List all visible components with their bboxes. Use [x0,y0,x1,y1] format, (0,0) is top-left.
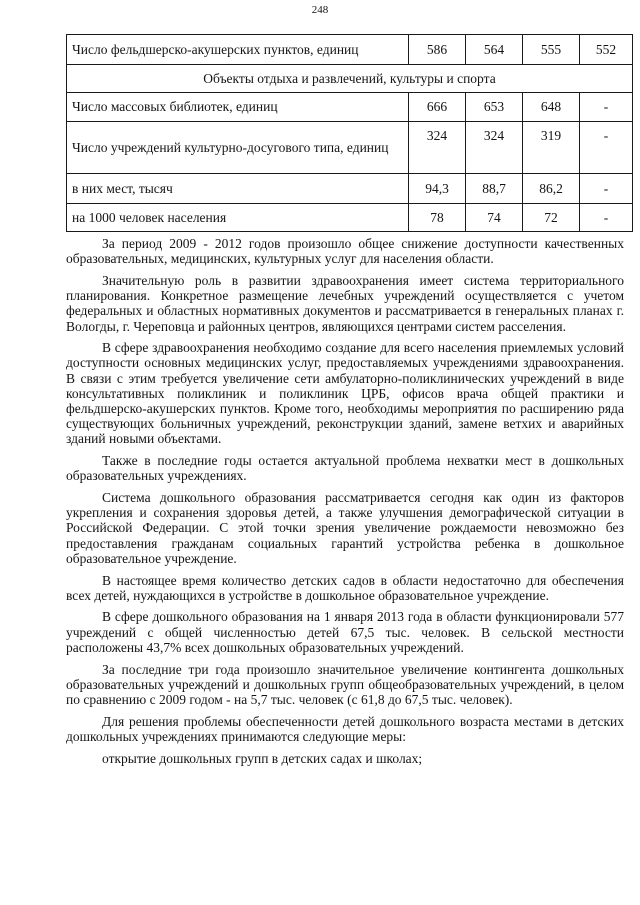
paragraph: открытие дошкольных групп в детских садах и школах; [102,750,423,766]
paragraph: В сфере здравоохранения необходимо создание для всего населения приемлемых условий доступности основных медицинских услуг, предоставляемых учреждениями здравоохранения. В связи с этим требуется увеличение сети амбулаторно-поликлинических учреждений в виде консультативных поликлиник и поликлиник ЦРБ, офисов врача общей практики и фельдшерско-акушерских пунктов. Кроме того, необходимы мероприятия по расширению ряда существующих больничных учреждений, реконструкции зданий, замене ветхих и аварийных зданий новыми объектами. [66,340,624,447]
row-label: на 1000 человек населения [67,204,409,232]
paragraph: В сфере дошкольного образования на 1 января 2013 года в области функционировали 577 учреждений с общей численностью детей 67,5 тыс. человек. В сельской местности расположены 43,7% всех дошкольных образовательных учреждений. [66,609,624,655]
table-row [67,174,633,204]
section-heading: Объекты отдыха и развлечений, культуры и спорта [67,65,633,93]
table-cell: 74 [466,204,523,232]
table-row [67,204,633,232]
row-label: Число массовых библиотек, единиц [67,93,409,122]
table-cell: 586 [409,35,466,65]
paragraph: Значительную роль в развитии здравоохранения имеет система территориального планирования. Конкретное размещение лечебных учреждений осуществляется с учетом федеральных и областных нормативных документов и рассматривается в генеральных планах г. Вологды, г. Череповца и районных центров, являющихся центрами систем расселения. [66,272,624,334]
paragraph: Система дошкольного образования рассматривается сегодня как один из факторов укрепления и сохранения здоровья детей, а также улучшения демографической ситуации в Российской Федерации. С этой точки зрения увеличение рождаемости невозможно без предоставления гражданам социальных гарантий устройства ребенка в дошкольное образовательное учреждение. [66,490,624,566]
table-cell: 552 [580,35,633,65]
table-cell: 666 [409,93,466,122]
table-row [67,122,633,174]
table-cell: 78 [409,204,466,232]
table-cell: - [580,93,633,122]
table-cell: 324 [409,122,466,174]
paragraph: За период 2009 - 2012 годов произошло общее снижение доступности качественных образовательных, медицинских, культурных услуг для населения области. [66,236,624,267]
statistics-table [66,34,633,232]
paragraph: Также в последние годы остается актуальной проблема нехватки мест в дошкольных образовательных учреждениях. [66,453,624,484]
page-number: 248 [311,4,329,16]
table-cell: 324 [466,122,523,174]
table-cell: 653 [466,93,523,122]
table-cell: 648 [523,93,580,122]
table-cell: - [580,122,633,174]
table-cell: 72 [523,204,580,232]
table-cell: 564 [466,35,523,65]
table-section-row [67,65,633,93]
row-label: Число фельдшерско-акушерских пунктов, единиц [67,35,409,65]
table-cell: 555 [523,35,580,65]
table-cell: - [580,174,633,204]
body-text [66,236,624,772]
paragraph: За последние три года произошло значительное увеличение контингента дошкольных образовательных учреждений и дошкольных групп общеобразовательных учреждений, в целом по сравнению с 2009 годом - на 5,7 тыс. человек (с 61,8 до 67,5 тыс. человек). [66,661,624,707]
table-cell: 319 [523,122,580,174]
table-cell: - [580,204,633,232]
row-label: Число учреждений культурно-досугового типа, единиц [67,122,409,174]
table-cell: 86,2 [523,174,580,204]
paragraph: В настоящее время количество детских садов в области недостаточно для обеспечения всех детей, нуждающихся в устройстве в дошкольное образовательное учреждение. [66,572,624,603]
table-cell: 94,3 [409,174,466,204]
table-row [67,93,633,122]
table-cell: 88,7 [466,174,523,204]
paragraph: Для решения проблемы обеспеченности детей дошкольного возраста местами в детских дошкольных учреждениях принимаются следующие меры: [66,713,624,744]
table-row [67,35,633,65]
row-label: в них мест, тысяч [67,174,409,204]
